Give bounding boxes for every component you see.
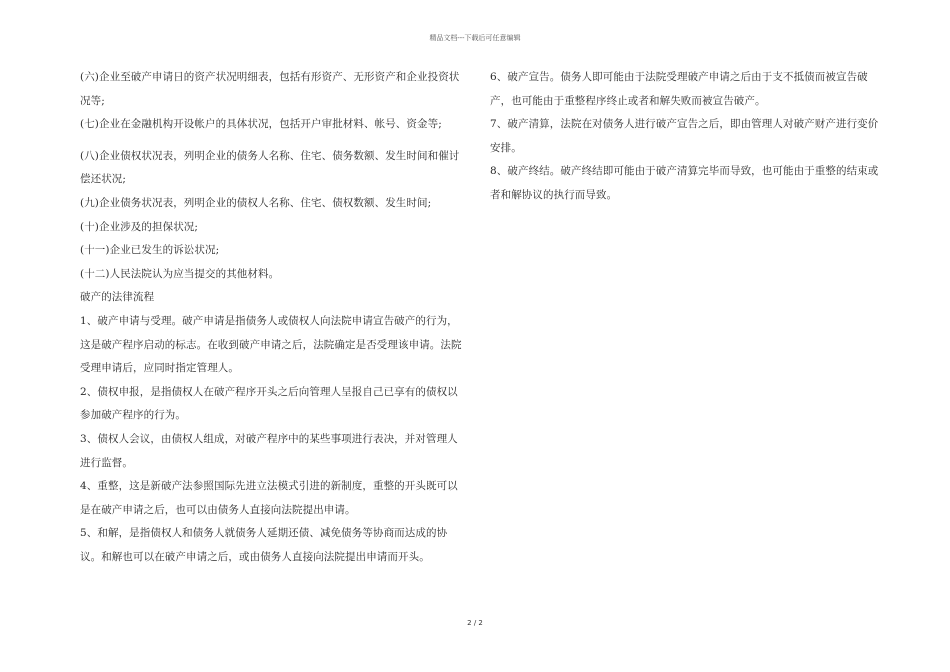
paragraph: (十)企业涉及的担保状况;	[80, 220, 199, 233]
paragraph: 8、破产终结。破产终结即可能由于破产清算完毕而导致，也可能由于重整的结束或者和解协议的执行而导致。	[490, 165, 879, 201]
section-heading: 破产的法律流程	[80, 291, 155, 304]
paragraph: (九)企业债务状况表，列明企业的债权人名称、住宅、债权数额、发生时间;	[80, 196, 432, 209]
paragraph: (十二)人民法院认为应当提交的其他材料。	[80, 267, 280, 280]
page-header: 精品文档---下载后可任意编辑	[429, 34, 521, 42]
paragraph: 1、破产申请与受理。破产申请是指债务人或债权人向法院申请宣告破产的行为，这是破产程序启动的标志。在收到破产申请之后，法院确定是否受理该申请。法院受理申请后，应同时指定管理人。	[80, 314, 462, 375]
paragraph: 7、破产清算，法院在对债务人进行破产宣告之后，即由管理人对破产财产进行变价安排。	[490, 118, 879, 154]
page-number: 2 / 2	[467, 619, 483, 627]
right-column	[490, 66, 880, 208]
paragraph: (十一)企业已发生的诉讼状况;	[80, 244, 220, 257]
paragraph: 3、债权人会议，由债权人组成，对破产程序中的某些事项进行表决，并对管理人进行监督。	[80, 432, 458, 469]
paragraph: (八)企业债权状况表，列明企业的债务人名称、住宅、债务数额、发生时间和催讨偿还状况;	[80, 149, 460, 186]
paragraph: (六)企业至破产申请日的资产状况明细表，包括有形资产、无形资产和企业投资状况等;	[80, 71, 460, 107]
paragraph: 4、重整，这是新破产法参照国际先进立法模式引进的新制度，重整的开头既可以是在破产申请之后，也可以由债务人直接向法院提出申请。	[80, 480, 458, 516]
paragraph: 2、债权申报，是指债权人在破产程序开头之后向管理人呈报自己已享有的债权以参加破产程序的行为。	[80, 385, 458, 422]
paragraph: (七)企业在金融机构开设帐户的具体状况，包括开户审批材料、帐号、资金等;	[80, 118, 442, 131]
left-column	[80, 66, 466, 569]
paragraph: 6、破产宣告。债务人即可能由于法院受理破产申请之后由于支不抵债而被宣告破产，也可能由于重整程序终止或者和解失败而被宣告破产。	[490, 71, 868, 107]
paragraph: 5、和解，是指债权人和债务人就债务人延期还债、减免债务等协商而达成的协议。和解也可以在破产申请之后，或由债务人直接向法院提出申请而开头。	[80, 527, 448, 563]
